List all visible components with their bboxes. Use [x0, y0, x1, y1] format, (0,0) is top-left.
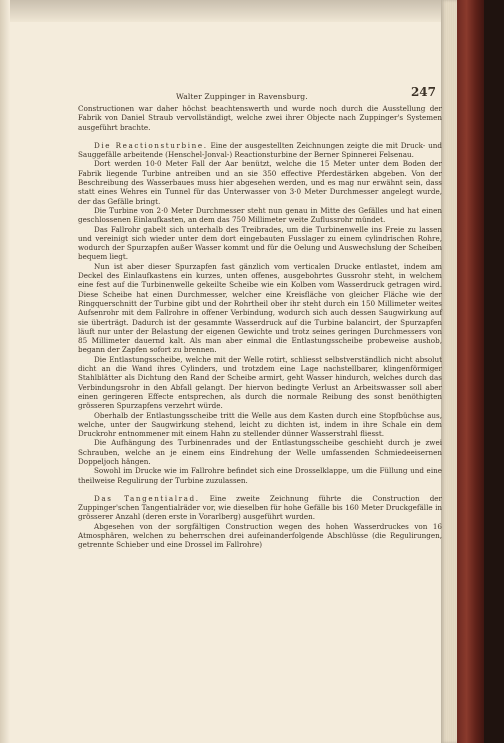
section-paragraph: Das Tangentialrad. Eine zweite Zeichnung führte die Construction der Zuppinger'schen Tangentialräder vor, wie dieselben für hohe Gefälle bis 160 Meter Druckgefälle in grösserer Anzahl (deren erste in Vorarlberg) ausgeführt wurden.: [78, 493, 442, 522]
paragraph: Die Entlastungsscheibe, welche mit der Welle rotirt, schliesst selbstverständlich nicht absolut dicht an die Wand ihres Cylinders, und trotzdem eine Lage nachstellbarer, klingenförmiger Stahlblätter als Dichtung den Rand der Scheibe armirt, geht Wasser hindurch, welches durch das Verbindungsrohr in den Abfall gelangt. Der hiervon bedingte Verlust an Arbeitswasser soll aber einen geringeren Effecte entsprechen, als durch die normale Reibung des sonst benöthigten grösseren Spurzapfens verzehrt würde.: [78, 354, 442, 411]
page-edges: [441, 0, 457, 743]
section-heading: Das Tangentialrad.: [94, 493, 200, 503]
background-edge: [484, 0, 504, 743]
paragraph: Abgesehen von der sorgfältigen Construction wegen des hohen Wasserdruckes von 16 Atmosphären, welchen zu beherrschen drei aufeinanderfolgende Abschlüsse (die Regulirungen, getrennte Schieber und eine Drossel im Fallrohre): [78, 521, 442, 550]
paragraph: Sowohl im Drucke wie im Fallrohre befindet sich eine Drosselklappe, um die Füllung und eine theilweise Regulirung der Turbine zuzulassen.: [78, 466, 442, 485]
running-header: [78, 85, 442, 104]
book-page: [78, 85, 442, 550]
paragraph: Das Fallrohr gabelt sich unterhalb des Treibrades, um die Turbinenwelle ins Freie zu lassen und vereinigt sich wieder unter dem dort eingebauten Fusslager zu einem cylindrischen Rohre, wodurch der Spurzapfen außer Wasser kommt und für die Oelung und Auswechslung der Scheiben bequem liegt.: [78, 224, 442, 262]
running-title: Walter Zuppinger in Ravensburg.: [176, 92, 308, 101]
book-binding: [457, 0, 484, 743]
paragraph: Die Turbine von 2·0 Meter Durchmesser steht nun genau in Mitte des Gefälles und hat einen geschlossenen Einlaufkasten, an dem das 750 Millimeter weite Zuflussrohr mündet.: [78, 205, 442, 225]
paragraph: Die Aufhängung des Turbinenrades und der Entlastungsscheibe geschieht durch je zwei Schrauben, welche an je einem eins Eindrehung der Welle umfassenden Schmiedeeisernen Doppeljoch hängen.: [78, 438, 442, 466]
page-left-shadow: [0, 0, 10, 743]
section-heading: Die Reactionsturbine.: [94, 140, 208, 150]
paragraph: Nun ist aber dieser Spurzapfen fast gänzlich vom verticalen Drucke entlastet, indem am Deckel des Einlaufkastens ein kurzes, unten offenes, ausgebohrtes Gussrohr steht, in welchem eine fest auf die Turbinenwelle gekeilte Scheibe wie ein Kolben vom Wasserdruck getragen wird. Diese Scheibe hat einen Durchmesser, welcher eine Kreisfläche von gleicher Fläche wie der Ringquerschnitt der Turbine gibt und der Rohrtheil ober ihr steht durch ein 150 Millimeter weites Aufsenrohr mit dem Fallrohre in offener Verbindung, wodurch sich auch dessen Saugwirkung auf sie überträgt. Dadurch ist der gesammte Wasserdruck auf die Turbine balancirt, der Spurzapfen läuft nur unter der Belastung der eigenen Gewichte und trotz seines geringen Durchmessers von 85 Millimeter dauernd kalt. Als man aber einmal die Entlastungsscheibe probeweise aushob, begann der Zapfen sofort zu brennen.: [78, 261, 442, 355]
paragraph: Constructionen war daher höchst beachtenswerth und wurde noch durch die Ausstellung der Fabrik von Daniel Straub vervollständigt, welche zwei ihrer Objecte nach Zuppinger's Systemen ausgeführt brachte.: [78, 104, 442, 132]
paragraph: Oberhalb der Entlastungsscheibe tritt die Welle aus dem Kasten durch eine Stopfbüchse aus, welche, unter der Saugwirkung stehend, leicht zu dichten ist, indem in ihre Schale ein dem Druckrohr entnommener mit einem Hahn zu stellender dünner Wasserstrahl fliesst.: [78, 410, 442, 439]
page-fold-shadow: [0, 0, 504, 22]
page-number: 247: [410, 85, 436, 99]
section-paragraph: Die Reactionsturbine. Eine der ausgestellten Zeichnungen zeigte die mit Druck- und Sauggefälle arbeitende (Henschel-Jonval-) Reactionsturbine der Berner Spinnerei Felsenau.: [78, 140, 442, 160]
paragraph: Dort werden 10·0 Meter Fall der Aar benützt, welche die 15 Meter unter dem Boden der Fabrik liegende Turbine antreiben und an sie 350 effective Pferdestärken abgeben. Von der Beschreibung des Wasserbaues muss hier abgesehen werden, und es mag nur erwähnt sein, dass statt eines Wehres ein Tunnel für das Unterwasser von 3·0 Meter Durchmesser angelegt wurde, der das Gefälle bringt.: [78, 159, 442, 206]
